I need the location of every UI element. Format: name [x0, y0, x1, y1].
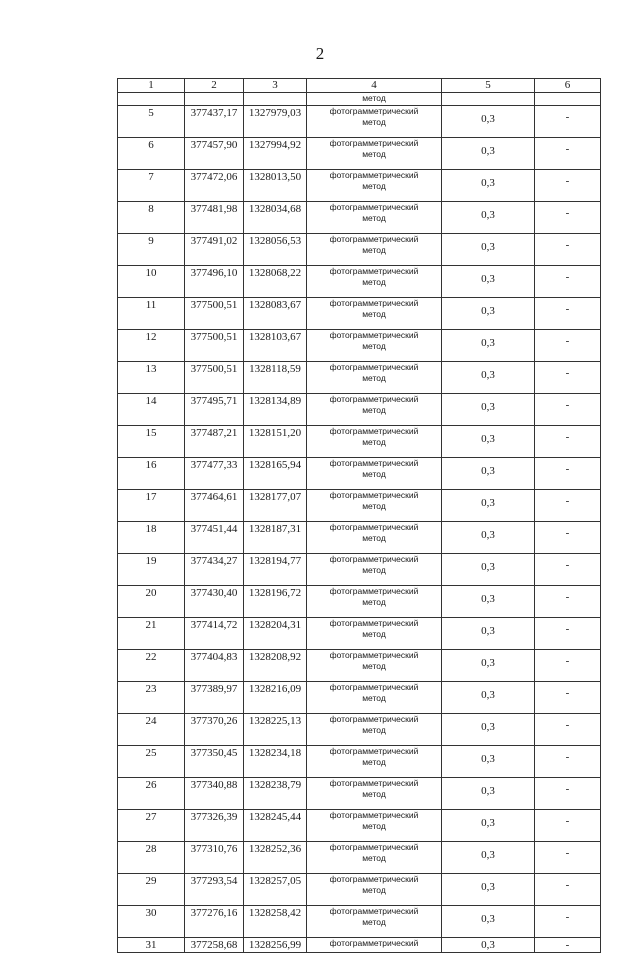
- coordinate-y: 1328257,05: [244, 874, 307, 906]
- page-number: 2: [315, 44, 325, 63]
- accuracy-value: 0,3: [442, 490, 535, 522]
- coordinate-x: 377430,40: [185, 586, 244, 618]
- extra-value: -: [535, 138, 601, 170]
- table-row: [118, 170, 601, 202]
- coordinate-y: 1328118,59: [244, 362, 307, 394]
- accuracy-value: 0,3: [442, 554, 535, 586]
- point-number: 19: [118, 554, 185, 586]
- extra-value: -: [535, 778, 601, 810]
- coordinate-x: 377370,26: [185, 714, 244, 746]
- extra-value: -: [535, 682, 601, 714]
- point-number: 12: [118, 330, 185, 362]
- method-line-1: фотограмметрический: [329, 522, 419, 532]
- extra-value: -: [535, 554, 601, 586]
- point-number: 29: [118, 874, 185, 906]
- point-number: 11: [118, 298, 185, 330]
- method-line-2: метод: [362, 789, 386, 799]
- method-cell: [307, 938, 442, 953]
- method-line-1: фотограмметрический: [329, 330, 419, 340]
- method-cell: [307, 362, 442, 394]
- coordinate-x: 377481,98: [185, 202, 244, 234]
- method-line-2: метод: [362, 373, 386, 383]
- table-row: [118, 810, 601, 842]
- point-number: 8: [118, 202, 185, 234]
- accuracy-value: 0,3: [442, 586, 535, 618]
- coordinate-y: 1328013,50: [244, 170, 307, 202]
- accuracy-value: 0,3: [442, 202, 535, 234]
- point-number: 26: [118, 778, 185, 810]
- accuracy-value: 0,3: [442, 906, 535, 938]
- coordinate-y: 1328068,22: [244, 266, 307, 298]
- method-line-2: метод: [362, 469, 386, 479]
- coordinate-x: 377404,83: [185, 650, 244, 682]
- coordinate-x: 377276,16: [185, 906, 244, 938]
- extra-value: -: [535, 714, 601, 746]
- header-cell-3: 3: [244, 79, 307, 93]
- header-row: [118, 79, 601, 93]
- accuracy-value: 0,3: [442, 682, 535, 714]
- coordinate-x: 377437,17: [185, 106, 244, 138]
- point-number: 17: [118, 490, 185, 522]
- method-line-2: метод: [362, 309, 386, 319]
- table-row: [118, 906, 601, 938]
- coordinate-x: 377472,06: [185, 170, 244, 202]
- extra-value: -: [535, 106, 601, 138]
- point-number: 28: [118, 842, 185, 874]
- method-line-1: фотограмметрический: [329, 650, 419, 660]
- method-line-1: фотограмметрический: [329, 874, 419, 884]
- coordinate-x: 377350,45: [185, 746, 244, 778]
- extra-value: -: [535, 362, 601, 394]
- method-line-1: фотограмметрический: [329, 938, 419, 948]
- table-row: [118, 938, 601, 953]
- method-line-1: фотограмметрический: [329, 810, 419, 820]
- coordinate-y: 1328258,42: [244, 906, 307, 938]
- accuracy-value: 0,3: [442, 330, 535, 362]
- method-cell: [307, 458, 442, 490]
- coordinate-y: 1328252,36: [244, 842, 307, 874]
- extra-value: -: [535, 522, 601, 554]
- method-line-2: метод: [362, 149, 386, 159]
- extra-value: -: [535, 490, 601, 522]
- point-number: 25: [118, 746, 185, 778]
- method-line-2: метод: [362, 117, 386, 127]
- method-line-1: фотограмметрический: [329, 426, 419, 436]
- point-number: 21: [118, 618, 185, 650]
- continuation-row: [118, 93, 601, 106]
- coordinate-x: 377500,51: [185, 362, 244, 394]
- coordinate-x: 377340,88: [185, 778, 244, 810]
- method-line-1: фотограмметрический: [329, 554, 419, 564]
- accuracy-value: 0,3: [442, 234, 535, 266]
- coordinate-x: 377258,68: [185, 938, 244, 953]
- extra-value: -: [535, 746, 601, 778]
- point-number: 18: [118, 522, 185, 554]
- table-row: [118, 554, 601, 586]
- method-cell: [307, 682, 442, 714]
- method-cell: [307, 906, 442, 938]
- method-cell: [307, 490, 442, 522]
- method-line-1: фотограмметрический: [329, 618, 419, 628]
- method-line-2: метод: [362, 629, 386, 639]
- accuracy-value: 0,3: [442, 874, 535, 906]
- accuracy-value: 0,3: [442, 746, 535, 778]
- accuracy-value: 0,3: [442, 106, 535, 138]
- coordinate-x: 377457,90: [185, 138, 244, 170]
- method-line-2: метод: [362, 341, 386, 351]
- table-row: [118, 490, 601, 522]
- method-line-2: метод: [362, 725, 386, 735]
- method-line-2: метод: [362, 821, 386, 831]
- accuracy-value: 0,3: [442, 170, 535, 202]
- coordinate-y: 1328134,89: [244, 394, 307, 426]
- coordinate-y: 1328034,68: [244, 202, 307, 234]
- extra-value: -: [535, 426, 601, 458]
- point-number: 15: [118, 426, 185, 458]
- accuracy-value: 0,3: [442, 362, 535, 394]
- table-row: [118, 714, 601, 746]
- method-cell: [307, 330, 442, 362]
- table-row: [118, 874, 601, 906]
- point-number: 22: [118, 650, 185, 682]
- coordinate-x: 377414,72: [185, 618, 244, 650]
- coordinate-y: 1328083,67: [244, 298, 307, 330]
- method-line-1: фотограмметрический: [329, 138, 419, 148]
- table-row: [118, 394, 601, 426]
- coordinate-y: 1328245,44: [244, 810, 307, 842]
- accuracy-value: 0,3: [442, 650, 535, 682]
- point-number: 13: [118, 362, 185, 394]
- method-line-2: метод: [362, 277, 386, 287]
- coordinate-x: 377434,27: [185, 554, 244, 586]
- table-row: [118, 298, 601, 330]
- method-line-2: метод: [362, 181, 386, 191]
- table-row: [118, 138, 601, 170]
- table-row: [118, 586, 601, 618]
- coordinate-x: 377495,71: [185, 394, 244, 426]
- method-line-1: фотограмметрический: [329, 586, 419, 596]
- method-line-2: метод: [362, 565, 386, 575]
- method-line-2: метод: [362, 597, 386, 607]
- point-number: 20: [118, 586, 185, 618]
- extra-value: -: [535, 330, 601, 362]
- method-cell: [307, 298, 442, 330]
- accuracy-value: 0,3: [442, 938, 535, 953]
- coordinate-y: 1328225,13: [244, 714, 307, 746]
- accuracy-value: 0,3: [442, 138, 535, 170]
- accuracy-value: 0,3: [442, 522, 535, 554]
- extra-value: -: [535, 874, 601, 906]
- method-line-2: метод: [362, 245, 386, 255]
- method-cell: [307, 586, 442, 618]
- point-number: 14: [118, 394, 185, 426]
- accuracy-value: 0,3: [442, 426, 535, 458]
- coordinate-y: 1328208,92: [244, 650, 307, 682]
- method-line-1: фотограмметрический: [329, 746, 419, 756]
- method-line-1: фотограмметрический: [329, 202, 419, 212]
- point-number: 9: [118, 234, 185, 266]
- coordinate-y: 1328103,67: [244, 330, 307, 362]
- coordinate-x: 377477,33: [185, 458, 244, 490]
- method-cell: [307, 202, 442, 234]
- method-line-2: метод: [362, 533, 386, 543]
- table-row: [118, 426, 601, 458]
- table-row: [118, 778, 601, 810]
- extra-value: -: [535, 938, 601, 953]
- coordinate-y: 1327994,92: [244, 138, 307, 170]
- header-cell-4: 4: [307, 79, 442, 93]
- coordinate-y: 1328196,72: [244, 586, 307, 618]
- coordinate-x: 377310,76: [185, 842, 244, 874]
- accuracy-value: 0,3: [442, 714, 535, 746]
- method-line-2: метод: [362, 853, 386, 863]
- extra-value: -: [535, 202, 601, 234]
- method-cell: [307, 138, 442, 170]
- method-line-2: метод: [362, 501, 386, 511]
- table-row: [118, 106, 601, 138]
- extra-value: -: [535, 298, 601, 330]
- point-number: 10: [118, 266, 185, 298]
- method-line-2: метод: [362, 405, 386, 415]
- method-cell: [307, 618, 442, 650]
- point-number: 7: [118, 170, 185, 202]
- method-line-1: фотограмметрический: [329, 362, 419, 372]
- coordinate-x: 377487,21: [185, 426, 244, 458]
- coordinate-y: 1328194,77: [244, 554, 307, 586]
- extra-value: -: [535, 618, 601, 650]
- method-cell: [307, 106, 442, 138]
- extra-value: -: [535, 906, 601, 938]
- table-row: [118, 266, 601, 298]
- accuracy-value: 0,3: [442, 778, 535, 810]
- extra-value: -: [535, 266, 601, 298]
- method-cell: [307, 714, 442, 746]
- coordinate-x: 377500,51: [185, 330, 244, 362]
- coordinates-table: [117, 78, 601, 953]
- method-cell: [307, 554, 442, 586]
- coordinate-y: 1328165,94: [244, 458, 307, 490]
- table-row: [118, 682, 601, 714]
- method-cell: [307, 394, 442, 426]
- method-cell: [307, 426, 442, 458]
- method-line-2: метод: [362, 885, 386, 895]
- coordinate-y: 1328216,09: [244, 682, 307, 714]
- table-row: [118, 330, 601, 362]
- method-cell: [307, 234, 442, 266]
- coordinate-x: 377451,44: [185, 522, 244, 554]
- method-line-1: фотограмметрический: [329, 490, 419, 500]
- coordinate-y: 1328234,18: [244, 746, 307, 778]
- method-cell: [307, 810, 442, 842]
- method-line-2: метод: [362, 213, 386, 223]
- coordinate-y: 1327979,03: [244, 106, 307, 138]
- method-line-1: фотограмметрический: [329, 234, 419, 244]
- extra-value: -: [535, 586, 601, 618]
- header-cell-1: 1: [118, 79, 185, 93]
- accuracy-value: 0,3: [442, 618, 535, 650]
- point-number: 24: [118, 714, 185, 746]
- method-line-1: фотограмметрический: [329, 682, 419, 692]
- accuracy-value: 0,3: [442, 298, 535, 330]
- method-cell: [307, 874, 442, 906]
- table-row: [118, 234, 601, 266]
- coordinate-x: 377389,97: [185, 682, 244, 714]
- method-cell: [307, 266, 442, 298]
- extra-value: -: [535, 458, 601, 490]
- method-line-1: фотограмметрический: [329, 906, 419, 916]
- accuracy-value: 0,3: [442, 842, 535, 874]
- extra-value: -: [535, 394, 601, 426]
- method-line-2: метод: [362, 917, 386, 927]
- method-line-1: фотограмметрический: [329, 714, 419, 724]
- method-cell: [307, 650, 442, 682]
- method-line-2: метод: [362, 757, 386, 767]
- coordinate-x: 377500,51: [185, 298, 244, 330]
- coordinate-x: 377496,10: [185, 266, 244, 298]
- coordinate-y: 1328177,07: [244, 490, 307, 522]
- header-cell-5: 5: [442, 79, 535, 93]
- point-number: 6: [118, 138, 185, 170]
- extra-value: -: [535, 842, 601, 874]
- method-line-2: метод: [362, 693, 386, 703]
- point-number: 30: [118, 906, 185, 938]
- point-number: 31: [118, 938, 185, 953]
- method-line-1: фотограмметрический: [329, 458, 419, 468]
- coordinate-y: 1328256,99: [244, 938, 307, 953]
- method-line-2: метод: [362, 437, 386, 447]
- point-number: 5: [118, 106, 185, 138]
- point-number: 16: [118, 458, 185, 490]
- coordinate-x: 377326,39: [185, 810, 244, 842]
- table-row: [118, 842, 601, 874]
- coordinate-y: 1328204,31: [244, 618, 307, 650]
- method-line-1: фотограмметрический: [329, 394, 419, 404]
- accuracy-value: 0,3: [442, 810, 535, 842]
- table-row: [118, 458, 601, 490]
- coordinate-y: 1328238,79: [244, 778, 307, 810]
- method-line-1: фотограмметрический: [329, 298, 419, 308]
- accuracy-value: 0,3: [442, 266, 535, 298]
- coordinate-y: 1328056,53: [244, 234, 307, 266]
- method-cell: [307, 170, 442, 202]
- method-line-1: фотограмметрический: [329, 170, 419, 180]
- method-cell: [307, 746, 442, 778]
- accuracy-value: 0,3: [442, 394, 535, 426]
- table-row: [118, 202, 601, 234]
- table-row: [118, 522, 601, 554]
- accuracy-value: 0,3: [442, 458, 535, 490]
- extra-value: -: [535, 170, 601, 202]
- coordinate-y: 1328151,20: [244, 426, 307, 458]
- extra-value: -: [535, 650, 601, 682]
- method-line-2: метод: [362, 661, 386, 671]
- method-line-1: фотограмметрический: [329, 106, 419, 116]
- point-number: 27: [118, 810, 185, 842]
- coordinate-x: 377491,02: [185, 234, 244, 266]
- method-line-1: фотограмметрический: [329, 842, 419, 852]
- method-cell: [307, 778, 442, 810]
- extra-value: -: [535, 810, 601, 842]
- method-line-1: фотограмметрический: [329, 778, 419, 788]
- method-cell: [307, 842, 442, 874]
- header-cell-6: 6: [535, 79, 601, 93]
- table-row: [118, 650, 601, 682]
- header-cell-2: 2: [185, 79, 244, 93]
- method-line-1: фотограмметрический: [329, 266, 419, 276]
- table-row: [118, 362, 601, 394]
- coordinate-y: 1328187,31: [244, 522, 307, 554]
- table-row: [118, 618, 601, 650]
- extra-value: -: [535, 234, 601, 266]
- method-cell: [307, 522, 442, 554]
- coordinate-x: 377293,54: [185, 874, 244, 906]
- point-number: 23: [118, 682, 185, 714]
- method-continuation: метод: [307, 93, 442, 106]
- table-row: [118, 746, 601, 778]
- coordinate-x: 377464,61: [185, 490, 244, 522]
